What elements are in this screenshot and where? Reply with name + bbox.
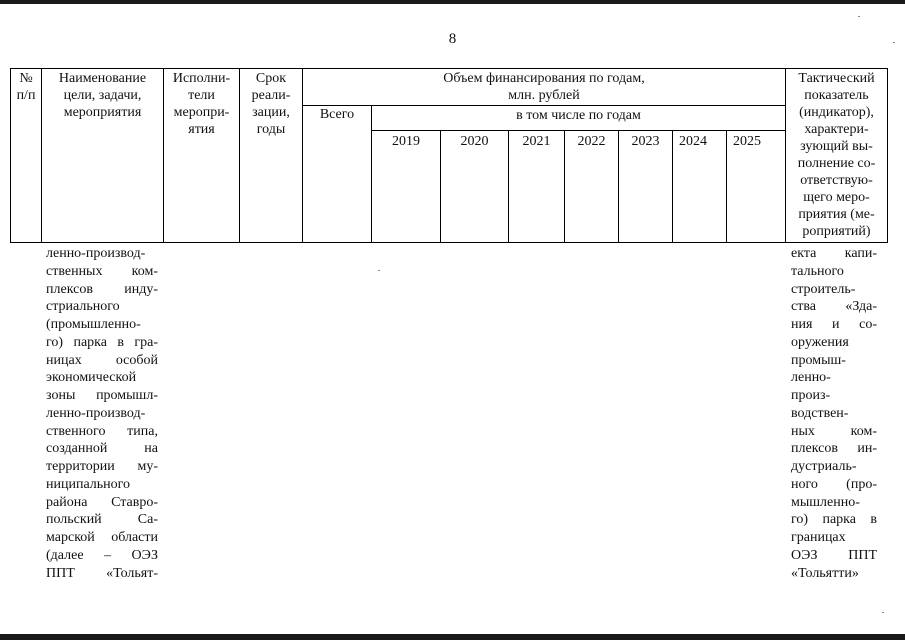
header-year-2023: 2023 <box>631 134 660 149</box>
scan-speck <box>893 42 895 43</box>
scan-speck <box>378 270 380 271</box>
header-year-2021: 2021 <box>522 134 551 149</box>
header-term: Срок реали- зации, годы <box>251 71 291 137</box>
funding-subheader-line <box>302 105 785 106</box>
header-funding: Объем финансирования по годам, млн. рублей <box>443 71 645 103</box>
header-year-2024: 2024 <box>679 134 707 149</box>
header-name: Наименование цели, задачи, мероприятия <box>58 71 147 120</box>
header-row-number: № п/п <box>16 71 36 103</box>
header-year-2019: 2019 <box>392 134 420 149</box>
header-bottom-border <box>10 242 887 243</box>
years-header-line <box>371 130 785 131</box>
grid-v-total <box>371 105 372 243</box>
scan-speck <box>858 16 860 17</box>
page-number: 8 <box>448 31 457 47</box>
scan-edge-bottom <box>0 634 905 640</box>
table-top-border <box>10 68 887 69</box>
grid-v-right <box>887 68 888 243</box>
header-year-2022: 2022 <box>577 134 606 149</box>
header-year-2025: 2025 <box>733 134 761 149</box>
scan-speck <box>882 612 884 613</box>
header-by-year: в том числе по годам <box>516 108 641 123</box>
header-executors: Исполни- тели меропри- ятия <box>172 71 231 137</box>
header-total: Всего <box>319 107 355 122</box>
header-indicator: Тактический показатель (индикатор), характери- зующий вы- полнение со- ответствую- щего меро- приятия (ме- роприятий) <box>797 71 876 239</box>
body-indicator-text: екта капи- тального строитель- ства «Зда- ния и со- оружения промыш- ленно- произ- водствен- ных ком- плексов ин- дустриаль- ного (про- мышленно- го) парка в границах ОЭЗ ППТ «Тольятти» <box>791 246 877 581</box>
header-year-2020: 2020 <box>460 134 489 149</box>
scan-edge-top <box>0 0 905 4</box>
body-name-text: ленно-производ- ственных ком- плексов инду- стриального (промышленно- го) парка в гра- ницах особой экономической зоны промышл- ленно-производ- ственного типа, созданной на территории му- ниципального района Ставро- польский Са- марской области (далее – ОЭЗ ППТ «Тольят- <box>46 246 158 581</box>
